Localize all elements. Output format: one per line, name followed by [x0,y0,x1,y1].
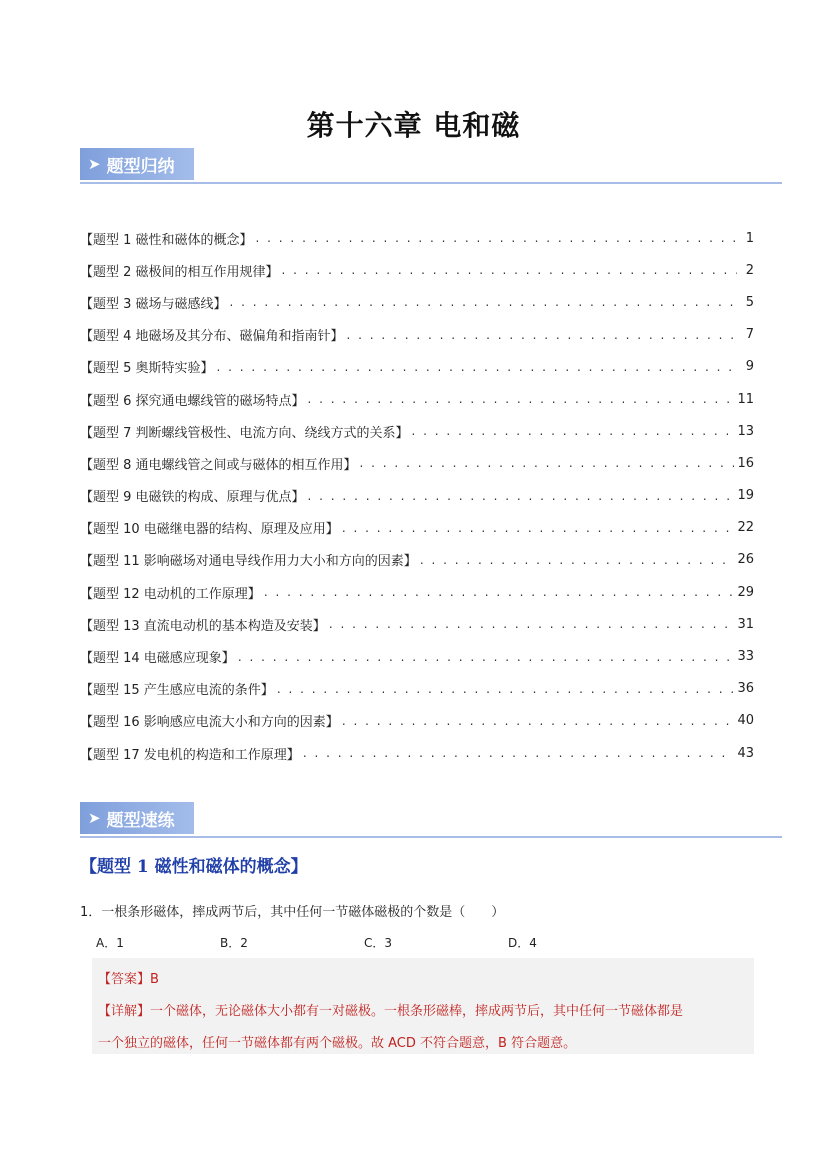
toc-item[interactable] [80,608,754,640]
toc-leader-dots [308,489,735,503]
toc-item[interactable] [80,319,754,351]
toc-item-label: 【题型 16 影响感应电流大小和方向的因素】 [80,715,339,731]
chevron-right-icon: ➤ [88,809,101,827]
toc-leader-dots [277,682,735,696]
toc-leader-dots [342,714,735,728]
toc-item-label: 【题型 8 通电螺线管之间或与磁体的相互作用】 [80,457,357,473]
toc-item[interactable] [80,222,754,254]
toc-item-label: 【题型 13 直流电动机的基本构造及安装】 [80,618,326,634]
toc-item-page: 40 [737,713,754,729]
toc-leader-dots [342,521,735,535]
toc-item[interactable] [80,705,754,737]
toc-item-label: 【题型 11 影响磁场对通电导线作用力大小和方向的因素】 [80,554,417,570]
toc-item[interactable] [80,447,754,479]
toc-item-label: 【题型 14 电磁感应现象】 [80,651,235,667]
toc-item-label: 【题型 17 发电机的构造和工作原理】 [80,747,300,763]
toc-item-page: 13 [737,423,754,439]
toc-item-label: 【题型 7 判断螺线管极性、电流方向、绕线方式的关系】 [80,425,409,441]
toc-leader-dots [303,746,735,760]
section-header-practice [80,802,782,838]
section-tab-label: 题型归纳 [106,156,175,177]
toc-item[interactable] [80,480,754,512]
explanation-line: 一个独立的磁体，任何一节磁体都有两个磁极。故 ACD 不符合题意，B 符合题意。 [98,1036,577,1051]
toc-item-page: 1 [745,230,754,246]
toc-item[interactable] [80,673,754,705]
toc-item-page: 9 [745,359,754,375]
toc-item[interactable] [80,737,754,769]
toc-item-page: 29 [737,584,754,600]
toc-item-page: 31 [737,616,754,632]
question-text: 1．一根条形磁体，摔成两节后，其中任何一节磁体磁极的个数是（ ） [80,905,505,920]
toc-leader-dots [282,263,737,277]
toc-leader-dots [308,392,735,406]
option-a: A．1 [96,936,124,950]
toc-leader-dots [256,231,737,245]
chevron-right-icon: ➤ [88,155,101,173]
table-of-contents [80,222,754,769]
toc-leader-dots [264,585,735,599]
toc-item-page: 22 [737,520,754,536]
toc-item-label: 【题型 9 电磁铁的构成、原理与优点】 [80,490,305,506]
toc-item[interactable] [80,351,754,383]
section-tab-summary [80,148,194,180]
toc-item-page: 5 [745,294,754,310]
toc-item-label: 【题型 1 磁性和磁体的概念】 [80,232,253,248]
toc-item-page: 16 [737,455,754,471]
toc-item-label: 【题型 15 产生感应电流的条件】 [80,683,274,699]
toc-leader-dots [360,456,735,470]
toc-item-page: 7 [745,327,754,343]
toc-leader-dots [412,424,735,438]
option-d: D．4 [508,936,537,950]
toc-item-label: 【题型 2 磁极间的相互作用规律】 [80,264,279,280]
question-section-heading: 【题型 1 磁性和磁体的概念】 [80,857,308,877]
toc-item-label: 【题型 3 磁场与磁感线】 [80,296,227,312]
toc-item[interactable] [80,415,754,447]
section-header-summary [80,148,782,184]
toc-item-page: 36 [737,681,754,697]
toc-item-page: 2 [745,262,754,278]
toc-item-label: 【题型 5 奥斯特实验】 [80,361,214,377]
explanation-line: 【详解】一个磁体，无论磁体大小都有一对磁极。一根条形磁棒，摔成两节后，其中任何一节磁体都是 [98,1004,684,1019]
toc-item-page: 33 [737,649,754,665]
toc-item-label: 【题型 6 探究通电螺线管的磁场特点】 [80,393,305,409]
toc-item[interactable] [80,286,754,318]
option-b: B．2 [220,936,248,950]
toc-item[interactable] [80,640,754,672]
answer-explanation-box [92,958,754,1054]
toc-item-page: 43 [737,745,754,761]
toc-item-label: 【题型 12 电动机的工作原理】 [80,586,261,602]
toc-item-page: 19 [737,488,754,504]
toc-item[interactable] [80,512,754,544]
toc-item-page: 26 [737,552,754,568]
toc-item[interactable] [80,383,754,415]
toc-leader-dots [347,328,737,342]
option-c: C．3 [364,936,393,950]
toc-item[interactable] [80,544,754,576]
toc-leader-dots [238,650,735,664]
toc-item-label: 【题型 4 地磁场及其分布、磁偏角和指南针】 [80,329,344,345]
toc-item[interactable] [80,576,754,608]
toc-item-label: 【题型 10 电磁继电器的结构、原理及应用】 [80,522,339,538]
section-tab-label: 题型速练 [106,810,175,831]
document-title: 第十六章 电和磁 [306,109,521,142]
toc-leader-dots [230,295,737,309]
section-tab-practice [80,802,194,834]
toc-item-page: 11 [737,391,754,407]
toc-leader-dots [329,617,735,631]
answer-line: 【答案】B [98,972,159,987]
toc-leader-dots [420,553,735,567]
toc-item[interactable] [80,254,754,286]
toc-leader-dots [217,360,737,374]
